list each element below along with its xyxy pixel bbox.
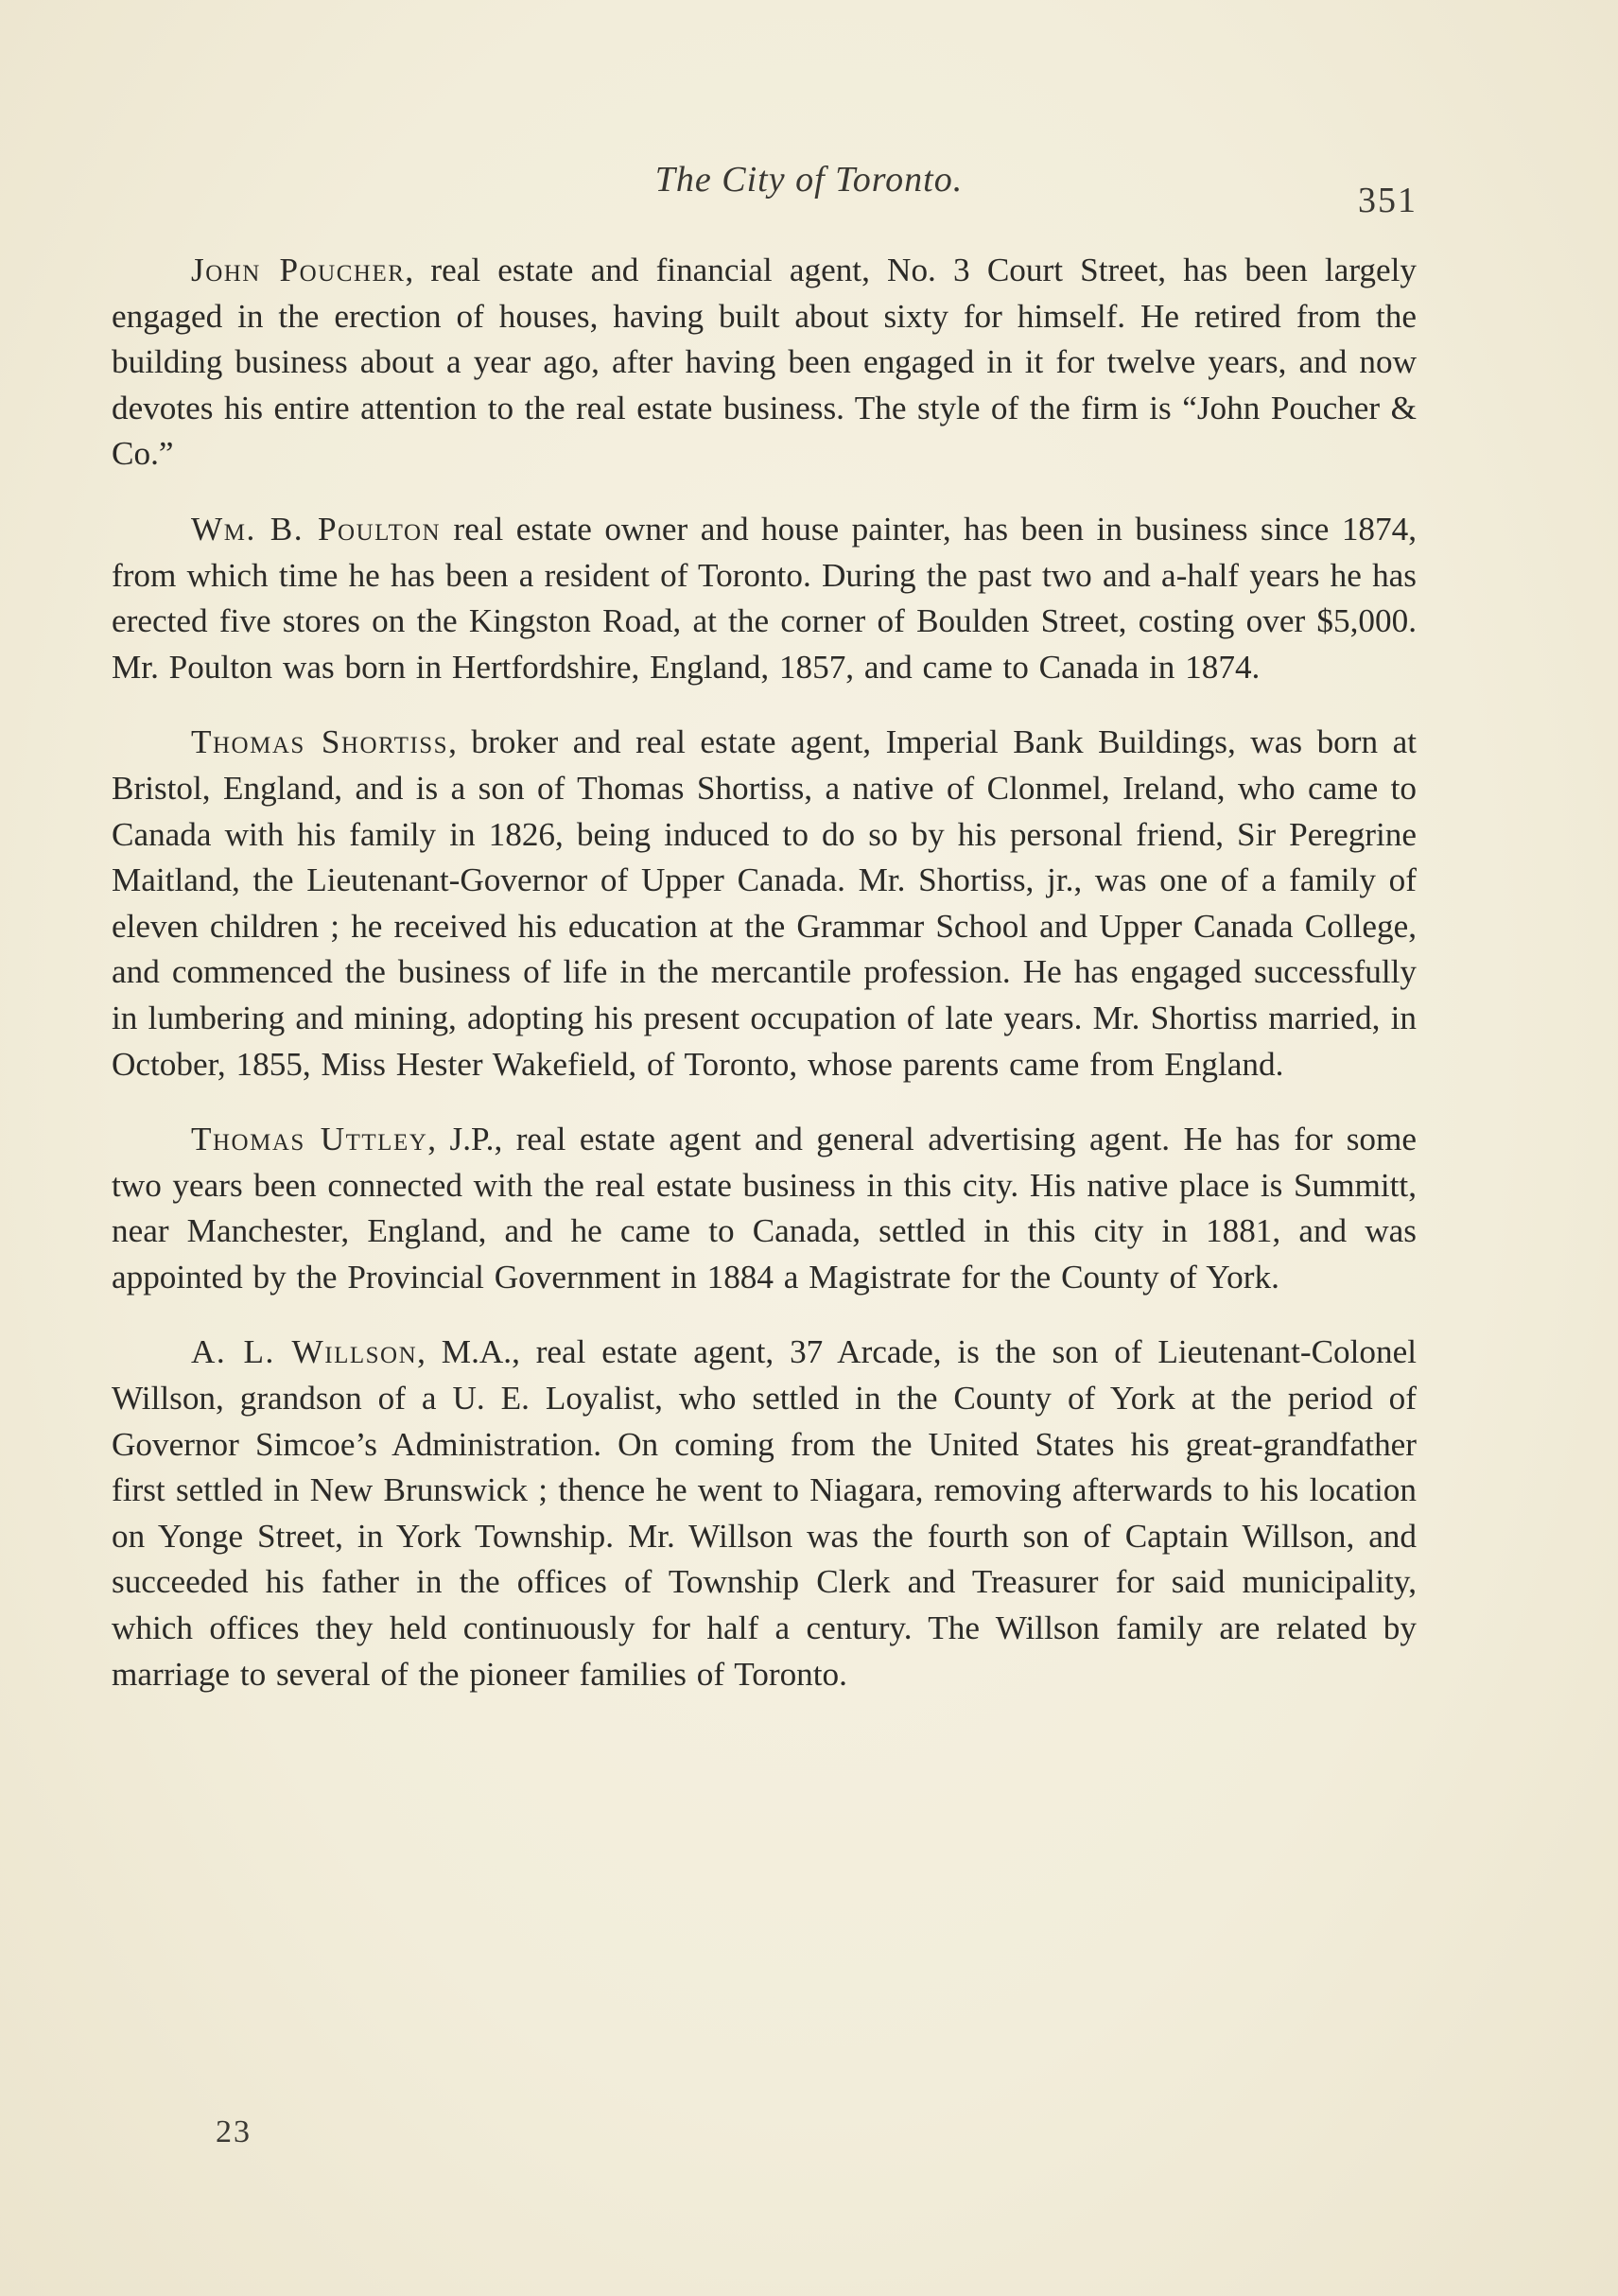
entry-name: Thomas Shortiss (191, 723, 449, 761)
signature-mark: 23 (216, 2114, 252, 2149)
entry-text: , M.A., real estate agent, 37 Arcade, is the son of Lieutenant-Colonel Willson, grandson of a U. E. Loyalist, who settled in the County of York at the period of Governor Simcoe’s Administration. On coming from the United States his great-grandfather first settled in New Brunswick ; thence he went to Niagara, removing afterwards to his location on Yonge Street, in York Township. Mr. Willson was the fourth son of Captain Willson, and succeeded his father in the offices of Township Clerk and Treasurer for said municipality, which offices they held continuously for half a century. The Willson family are related by marriage to several of the pioneer families of Toronto. (112, 1333, 1417, 1693)
entry-text: , broker and real estate agent, Imperial Bank Buildings, was born at Bristol, England, and is a son of Thomas Shortiss, a native of Clonmel, Ireland, who came to Canada with his family in 1826, being induced to do so by his personal friend, Sir Peregrine Maitland, the Lieutenant-Governor of Upper Canada. Mr. Shortiss, jr., was one of a family of eleven children ; he received his education at the Grammar School and Upper Canada College, and commenced the business of life in the mercantile profession. He has engaged successfully in lumbering and mining, adopting his present occupation of late years. Mr. Shortiss married, in October, 1855, Miss Hester Wakefield, of Toronto, whose parents came from England. (112, 723, 1417, 1083)
entry-text: , real estate and financial agent, No. 3 Court Street, has been largely engaged in the erection of houses, having built about sixty for himself. He retired from the building business about a year ago, after having been engaged in it for twelve years, and now devotes his entire attention to the real estate business. The style of the firm is “John Poucher & Co.” (112, 252, 1417, 473)
running-title: The City of Toronto. (654, 160, 964, 200)
entry-name: Thomas Uttley (191, 1121, 428, 1158)
entry-name: A. L. Willson (191, 1333, 418, 1371)
page-number: 351 (1358, 181, 1418, 220)
paragraph-willson (112, 1330, 1417, 1697)
paragraph-poulton (112, 507, 1417, 690)
paragraph-poucher (112, 248, 1417, 478)
paragraph-uttley (112, 1117, 1417, 1300)
paragraph-shortiss (112, 720, 1417, 1087)
page-body (112, 248, 1417, 1727)
entry-name: Wm. B. Poulton (191, 510, 442, 548)
entry-text: , J.P., real estate agent and general advertising agent. He has for some two years been connected with the real estate business in this city. His native place is Summitt, near Manchester, England, and he came to Canada, settled in this city in 1881, and was appointed by the Provincial Government in 1884 a Magistrate for the County of York. (112, 1121, 1417, 1296)
entry-text: real estate owner and house painter, has been in business since 1874, from which time he has been a resident of Toronto. During the past two and a-half years he has erected five stores on the Kingston Road, at the corner of Boulden Street, costing over $5,000. Mr. Poulton was born in Hertfordshire, England, 1857, and came to Canada in 1874. (112, 510, 1418, 686)
entry-name: John Poucher (191, 252, 406, 288)
